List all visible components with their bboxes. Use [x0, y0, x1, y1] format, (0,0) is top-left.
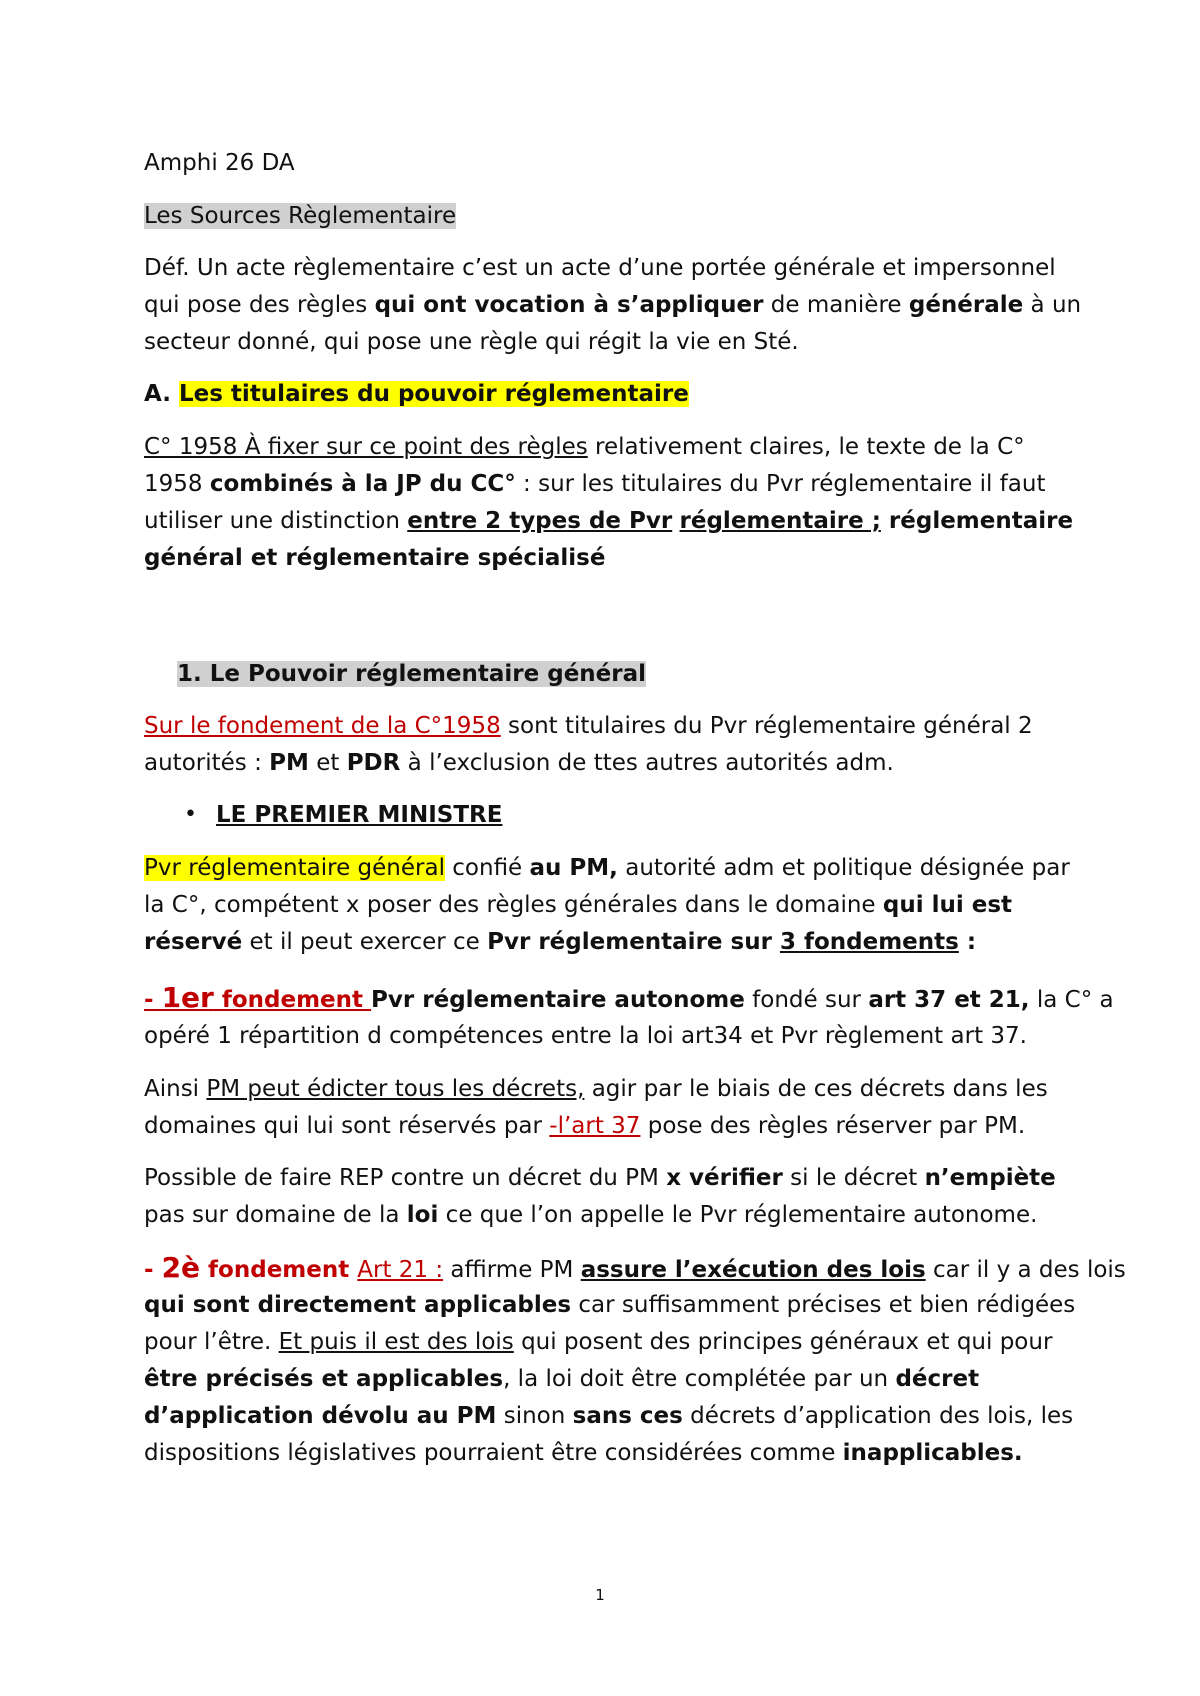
foundation-2-line-3: pour l’être. Et puis il est des lois qui posent des principes généraux et qui pour — [144, 1329, 1053, 1355]
paragraph-3-line-3: réservé et il peut exercer ce Pvr réglementaire sur 3 fondements : — [144, 929, 977, 955]
foundation-1-line-2: opéré 1 répartition d compétences entre la loi art34 et Pvr règlement art 37. — [144, 1023, 1027, 1049]
section-1-heading: 1. Le Pouvoir réglementaire général — [177, 661, 647, 687]
foundation-2-line-5: d’application dévolu au PM sinon sans ces décrets d’application des lois, les — [144, 1403, 1074, 1429]
foundation-2-line-1: - 2è fondement Art 21 : affirme PM assure l’exécution des lois car il y a des lois — [144, 1251, 1126, 1284]
paragraph-3-line-2: la C°, compétent x poser des règles générales dans le domaine qui lui est — [144, 892, 1013, 918]
definition-line-3: secteur donné, qui pose une règle qui régit la vie en Sté. — [144, 329, 799, 355]
paragraph-3-line-1: Pvr réglementaire général confié au PM, autorité adm et politique désignée par — [144, 855, 1070, 881]
course-label: Amphi 26 DA — [144, 150, 295, 176]
foundation-2-line-4: être précisés et applicables, la loi doit être complétée par un décret — [144, 1366, 980, 1392]
section-a-heading: A. Les titulaires du pouvoir réglementaire — [144, 381, 689, 407]
paragraph-2-line-1: Sur le fondement de la C°1958 sont titulaires du Pvr réglementaire général 2 — [144, 713, 1033, 739]
paragraph-1-line-3: utiliser une distinction entre 2 types de Pvr réglementaire ; réglementaire — [144, 508, 1074, 534]
bullet-heading: LE PREMIER MINISTRE — [216, 802, 503, 828]
page-number: 1 — [595, 1586, 605, 1604]
paragraph-5-line-2: pas sur domaine de la loi ce que l’on appelle le Pvr réglementaire autonome. — [144, 1202, 1038, 1228]
paragraph-2-line-2: autorités : PM et PDR à l’exclusion de ttes autres autorités adm. — [144, 750, 894, 776]
definition-line-2: qui pose des règles qui ont vocation à s’appliquer de manière générale à un — [144, 292, 1082, 318]
definition-line-1: Déf. Un acte règlementaire c’est un acte d’une portée générale et impersonnel — [144, 255, 1056, 281]
paragraph-5-line-1: Possible de faire REP contre un décret du PM x vérifier si le décret n’empiète — [144, 1165, 1056, 1191]
paragraph-1-line-1: C° 1958 À fixer sur ce point des règles relativement claires, le texte de la C° — [144, 434, 1025, 460]
foundation-2-line-6: dispositions législatives pourraient être considérées comme inapplicables. — [144, 1440, 1023, 1466]
bullet-icon: • — [184, 802, 197, 827]
paragraph-1-line-4: général et réglementaire spécialisé — [144, 545, 606, 571]
paragraph-4-line-1: Ainsi PM peut édicter tous les décrets, agir par le biais de ces décrets dans les — [144, 1076, 1048, 1102]
paragraph-1-line-2: 1958 combinés à la JP du CC° : sur les titulaires du Pvr réglementaire il faut — [144, 471, 1046, 497]
foundation-1-line-1: - 1er fondement Pvr réglementaire autonome fondé sur art 37 et 21, la C° a — [144, 981, 1114, 1014]
doc-title: Les Sources Règlementaire — [144, 203, 457, 229]
foundation-2-line-2: qui sont directement applicables car suffisamment précises et bien rédigées — [144, 1292, 1076, 1318]
paragraph-4-line-2: domaines qui lui sont réservés par -l’art 37 pose des règles réserver par PM. — [144, 1113, 1026, 1139]
